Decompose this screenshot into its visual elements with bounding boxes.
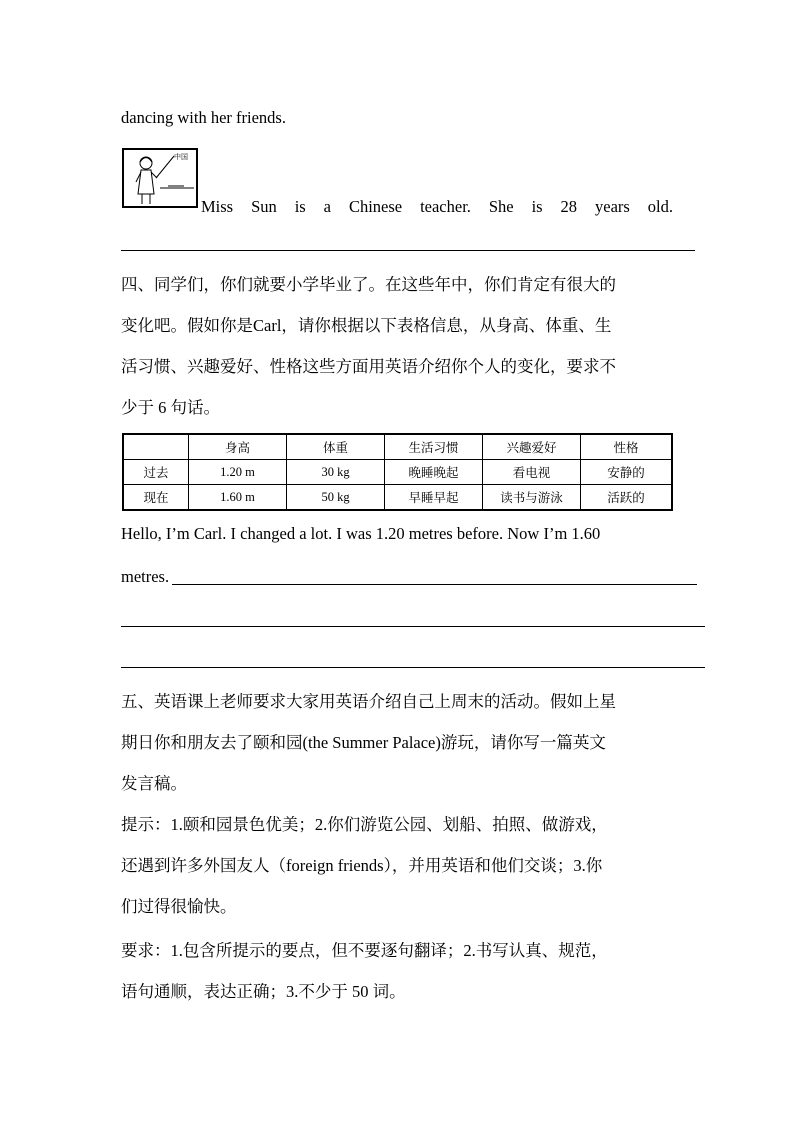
question-4-line: 少于 6 句话。 <box>121 398 220 417</box>
answer-text: Hello, I’m Carl. I changed a lot. I was 1.20 metres before. Now I’m 1.60 <box>121 524 601 543</box>
word: a <box>323 197 331 216</box>
table-row <box>123 460 672 485</box>
word: 28 <box>560 197 578 216</box>
hint-line: 提示：1.颐和园景色优美；2.你们游览公园、划船、拍照、做游戏， <box>121 815 608 834</box>
picture-sentence <box>201 196 673 218</box>
table-cell: 活跃的 <box>581 485 673 511</box>
word: old. <box>647 197 673 216</box>
table-cell: 看电视 <box>483 460 581 485</box>
word: teacher. <box>420 197 471 216</box>
requirement-line: 要求：1.包含所提示的要点，但不要逐句翻译；2.书写认真、规范， <box>121 941 608 960</box>
word: She <box>488 197 514 216</box>
word: Chinese <box>348 197 403 216</box>
table-cell: 兴趣爱好 <box>483 434 581 460</box>
word: years <box>595 197 630 216</box>
answer-line <box>121 667 705 668</box>
requirement-line: 语句通顺，表达正确；3.不少于 50 词。 <box>121 982 406 1001</box>
table-header-row <box>123 434 672 460</box>
word: is <box>531 197 543 216</box>
table-cell <box>123 434 189 460</box>
word: is <box>294 197 306 216</box>
word: Miss <box>201 197 234 216</box>
question-5-line: 发言稿。 <box>121 774 187 793</box>
table-row <box>123 485 672 511</box>
hint-line: 还遇到许多外国友人（foreign friends），并用英语和他们交谈；3.你 <box>121 856 603 875</box>
table-cell: 30 kg <box>287 460 385 485</box>
table-cell: 体重 <box>287 434 385 460</box>
question-4-line: 四、同学们，你们就要小学毕业了。在这些年中，你们肯定有很大的 <box>121 275 616 294</box>
answer-line <box>172 584 697 585</box>
question-4-line: 变化吧。假如你是Carl，请你根据以下表格信息，从身高、体重、生 <box>121 316 612 335</box>
table-cell: 1.60 m <box>189 485 287 511</box>
table-cell: 50 kg <box>287 485 385 511</box>
table-cell: 读书与游泳 <box>483 485 581 511</box>
hint-line: 们过得很愉快。 <box>121 897 237 916</box>
question-5-line: 五、英语课上老师要求大家用英语介绍自己上周末的活动。假如上星 <box>121 692 616 711</box>
answer-text: metres. <box>121 567 170 586</box>
picture-label: 中国 <box>174 153 188 161</box>
word: Sun <box>251 197 277 216</box>
text-line: dancing with her friends. <box>121 108 286 127</box>
answer-line <box>121 626 705 627</box>
table-cell: 性格 <box>581 434 673 460</box>
teacher-icon <box>124 150 196 206</box>
question-4-line: 活习惯、兴趣爱好、性格这些方面用英语介绍你个人的变化，要求不 <box>121 357 616 376</box>
answer-line <box>121 250 695 251</box>
table-cell: 现在 <box>123 485 189 511</box>
table-cell: 安静的 <box>581 460 673 485</box>
teacher-illustration <box>122 148 198 208</box>
table-cell: 生活习惯 <box>385 434 483 460</box>
question-5-line: 期日你和朋友去了颐和园(the Summer Palace)游玩，请你写一篇英文 <box>121 733 606 752</box>
table-cell: 身高 <box>189 434 287 460</box>
table-cell: 晚睡晚起 <box>385 460 483 485</box>
table-cell: 早睡早起 <box>385 485 483 511</box>
info-table <box>122 433 673 511</box>
table-cell: 1.20 m <box>189 460 287 485</box>
table-cell: 过去 <box>123 460 189 485</box>
